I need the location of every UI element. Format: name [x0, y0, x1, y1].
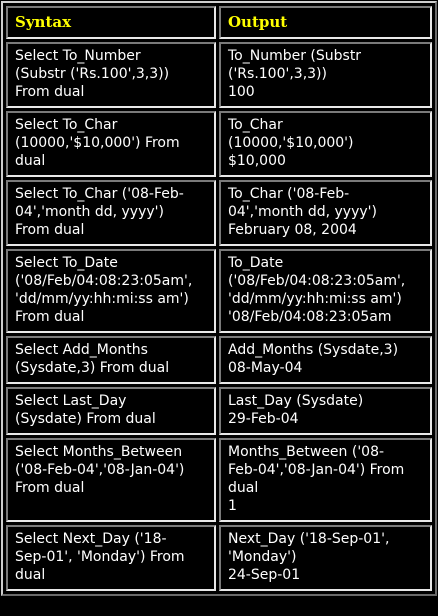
syntax-line: Select To_Char — [15, 117, 118, 133]
table-row — [6, 249, 432, 333]
syntax-line: Sep-01', 'Monday') From — [15, 549, 185, 565]
header-syntax: Syntax — [6, 6, 216, 39]
output-line: February 08, 2004 — [227, 222, 357, 238]
output-line: Next_Day ('18-Sep-01', — [227, 531, 390, 547]
syntax-line: 'dd/mm/yy:hh:mi:ss am') — [15, 291, 189, 307]
syntax-line: (10000,'$10,000') From — [15, 135, 180, 151]
output-line: ('Rs.100',3,3)) — [227, 66, 327, 82]
table-body — [6, 42, 432, 591]
syntax-cell — [6, 336, 216, 384]
output-cell — [219, 42, 432, 108]
output-cell — [219, 336, 432, 384]
output-line: To_Date — [227, 255, 284, 271]
syntax-line: Select To_Char ('08-Feb- — [15, 186, 184, 202]
syntax-line: ('08-Feb-04','08-Jan-04') — [15, 462, 185, 478]
output-line: 29-Feb-04 — [227, 411, 299, 427]
output-line: ('08/Feb/04:08:23:05am', — [227, 273, 406, 289]
output-line: To_Char — [227, 117, 283, 133]
table-row — [6, 387, 432, 435]
output-line: 1 — [227, 498, 237, 514]
output-line: (10000,'$10,000') — [227, 135, 354, 151]
syntax-line: Select To_Date — [15, 255, 118, 271]
table-row — [6, 525, 432, 591]
output-cell — [219, 180, 432, 246]
output-cell — [219, 111, 432, 177]
output-line: 24-Sep-01 — [227, 567, 301, 583]
output-line: 'dd/mm/yy:hh:mi:ss am') — [227, 291, 402, 307]
table-row — [6, 42, 432, 108]
syntax-line: (Substr ('Rs.100',3,3)) — [15, 66, 170, 82]
table-row — [6, 336, 432, 384]
syntax-line: Select To_Number — [15, 48, 141, 64]
output-line: 100 — [227, 84, 255, 100]
output-line: To_Number (Substr — [227, 48, 362, 64]
output-line: Add_Months (Sysdate,3) — [227, 342, 399, 358]
syntax-line: 04','month dd, yyyy') — [15, 204, 164, 220]
syntax-line: Select Last_Day — [15, 393, 127, 409]
syntax-line: From dual — [15, 309, 85, 325]
syntax-line: dual — [15, 153, 46, 169]
syntax-cell — [6, 111, 216, 177]
syntax-cell — [6, 180, 216, 246]
syntax-line: ('08/Feb/04:08:23:05am', — [15, 273, 193, 289]
syntax-line: From dual — [15, 222, 85, 238]
syntax-line: (Sysdate) From dual — [15, 411, 156, 427]
output-cell — [219, 525, 432, 591]
output-line: dual — [227, 480, 259, 496]
syntax-cell — [6, 387, 216, 435]
syntax-cell — [6, 438, 216, 522]
output-line: Feb-04','08-Jan-04') From — [227, 462, 405, 478]
output-cell — [219, 438, 432, 522]
output-line: 08-May-04 — [227, 360, 303, 376]
table-row — [6, 180, 432, 246]
syntax-cell — [6, 42, 216, 108]
table-row — [6, 438, 432, 522]
output-line: Last_Day (Sysdate) — [227, 393, 364, 409]
table-row — [6, 111, 432, 177]
syntax-line: From dual — [15, 84, 85, 100]
output-line: 04','month dd, yyyy') — [227, 204, 377, 220]
output-line: To_Char ('08-Feb- — [227, 186, 350, 202]
syntax-line: dual — [15, 567, 46, 583]
output-cell — [219, 249, 432, 333]
header-output: Output — [219, 6, 432, 39]
syntax-line: Select Add_Months — [15, 342, 148, 358]
syntax-line: (Sysdate,3) From dual — [15, 360, 170, 376]
syntax-line: Select Next_Day ('18- — [15, 531, 167, 547]
output-line: $10,000 — [227, 153, 286, 169]
syntax-cell — [6, 525, 216, 591]
output-line: Months_Between ('08- — [227, 444, 385, 460]
output-line: 'Monday') — [227, 549, 297, 565]
header-row — [6, 6, 432, 39]
output-line: '08/Feb/04:08:23:05am — [227, 309, 392, 325]
syntax-cell — [6, 249, 216, 333]
syntax-line: From dual — [15, 480, 85, 496]
syntax-output-table — [1, 1, 437, 596]
output-cell — [219, 387, 432, 435]
syntax-line: Select Months_Between — [15, 444, 183, 460]
